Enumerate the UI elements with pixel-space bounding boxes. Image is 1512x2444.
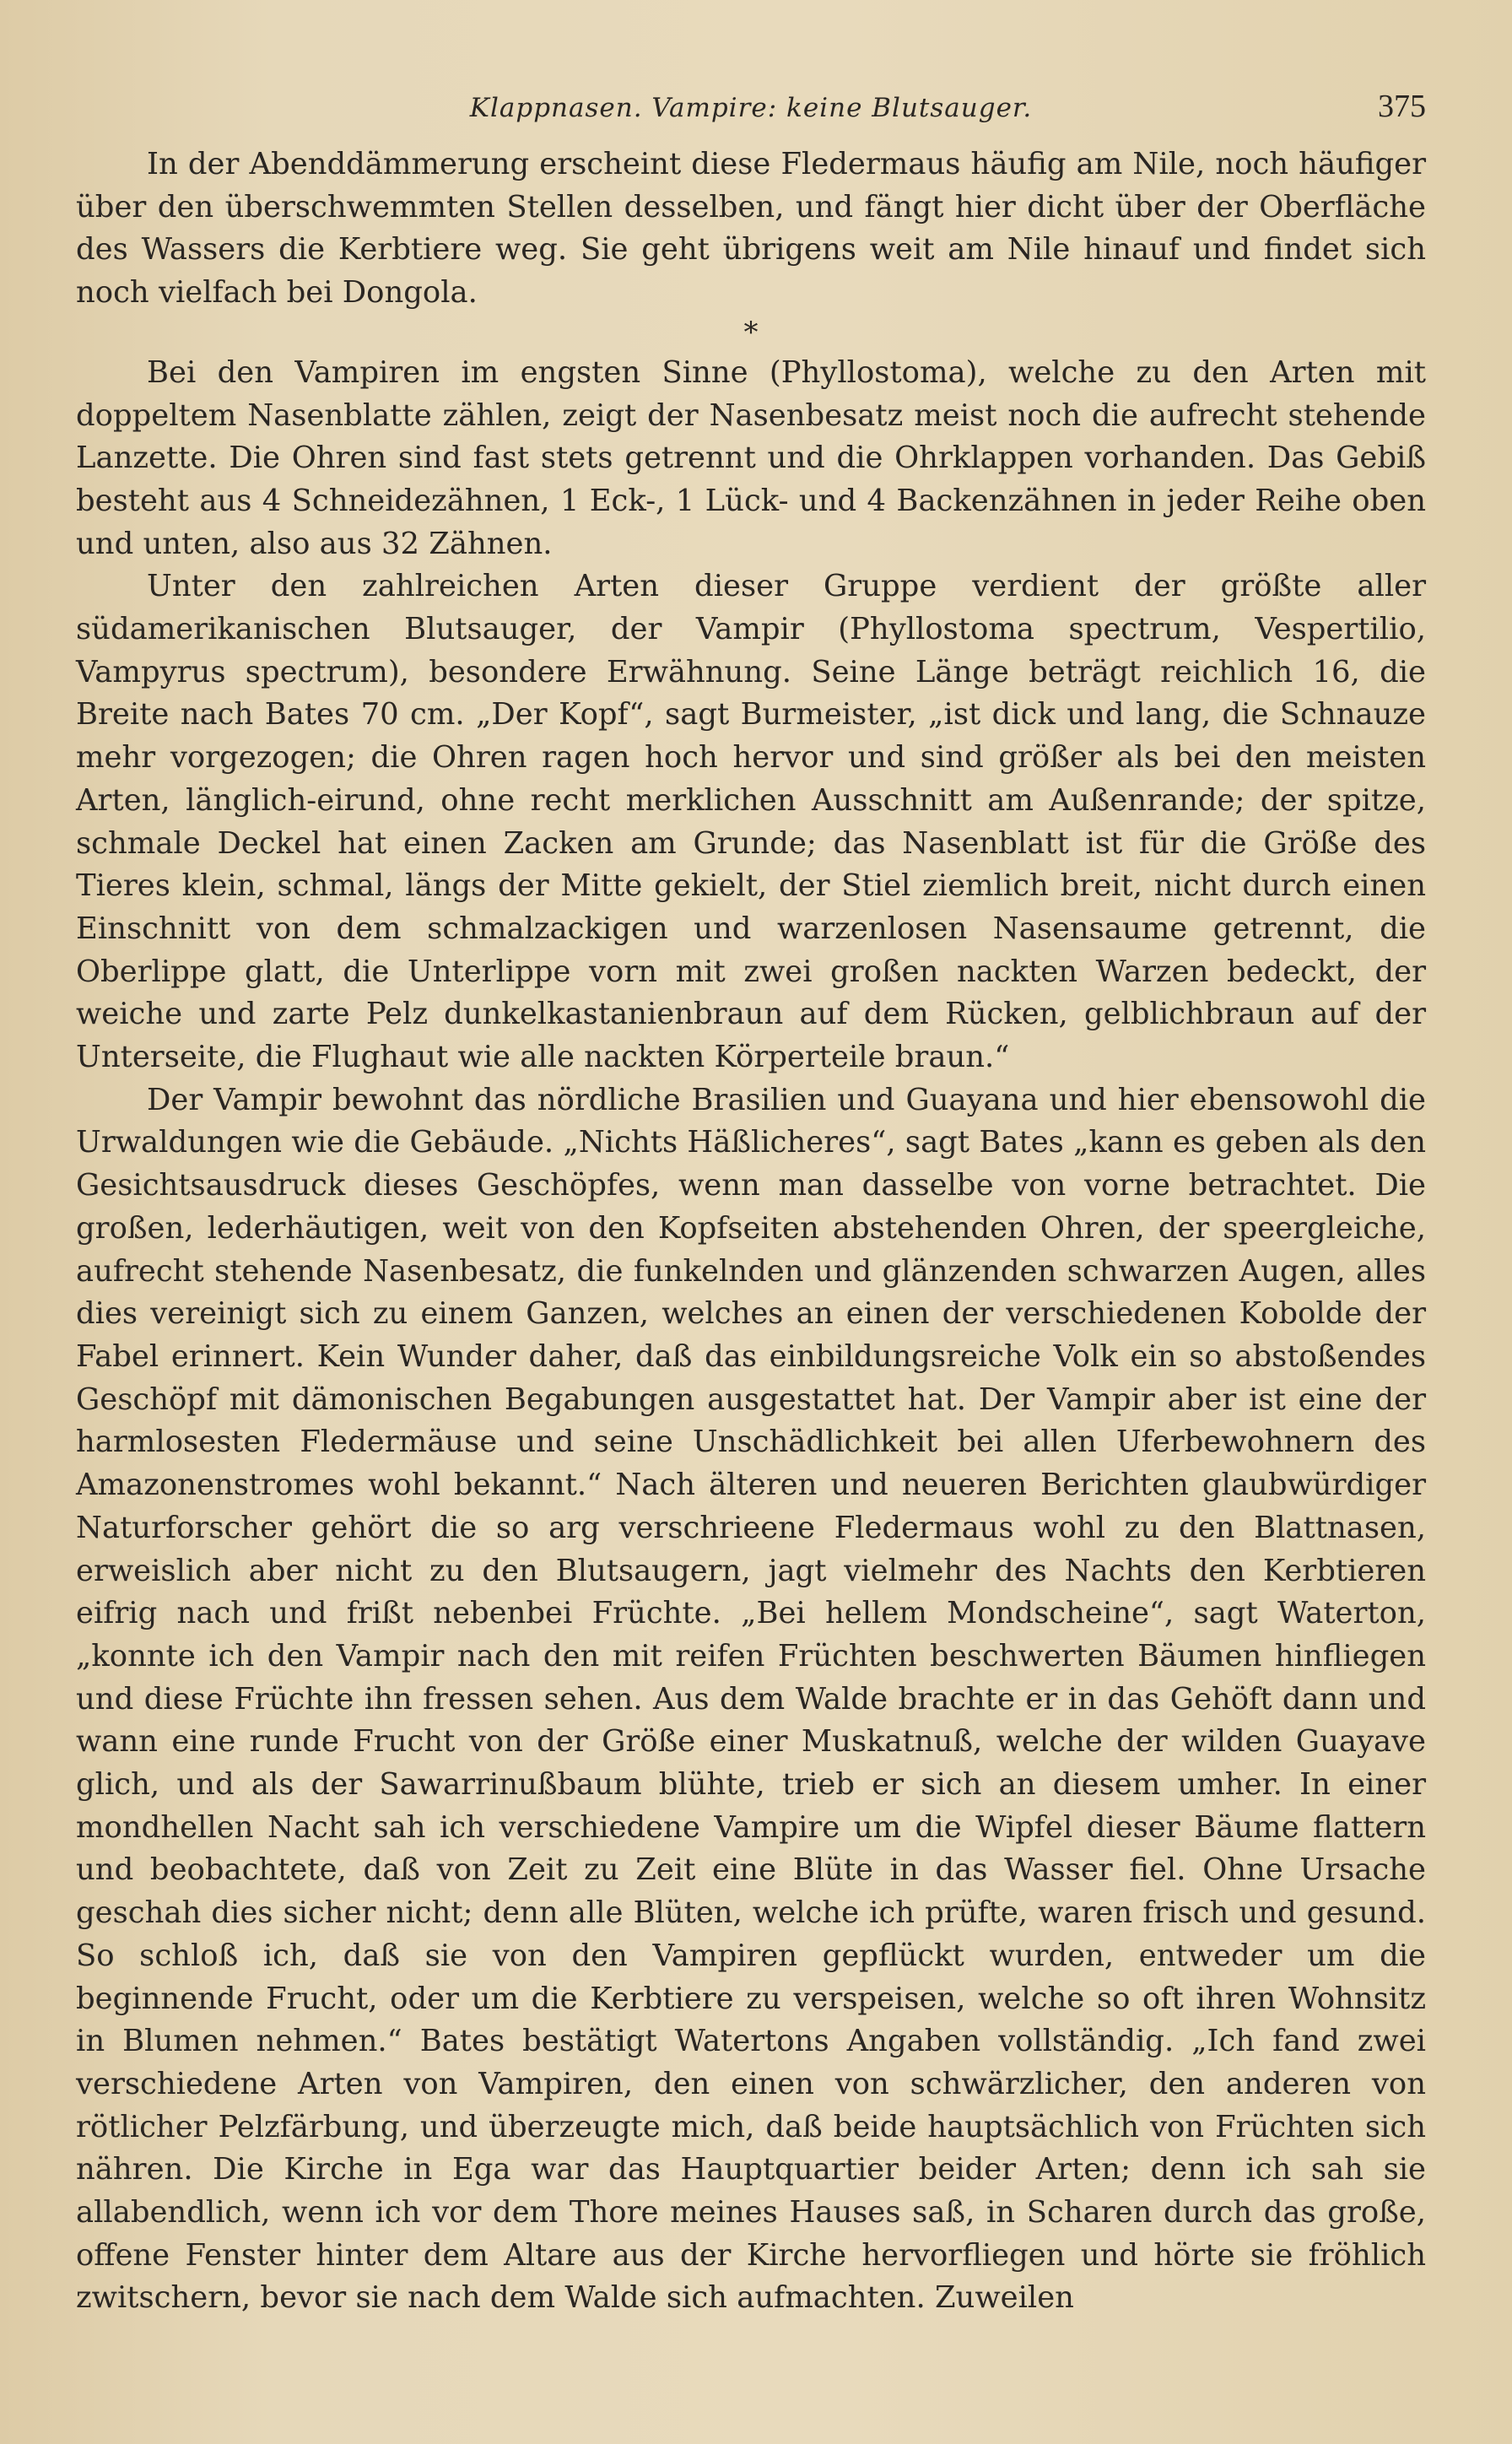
paragraph-vampire-habits: Der Vampir bewohnt das nördliche Brasilien und Guayana und hier ebensowohl die Urwaldungen wie die Gebäude. „Nichts Häßlicheres“, sagt Bates „kann es geben als den Gesichtsausdruck dieses Geschöpfes, wenn man dasselbe von vorne betrachtet. Die großen, lederhäutigen, weit von den Kopfseiten abstehenden Ohren, der speergleiche, aufrecht stehende Nasenbesatz, die funkelnden und glänzenden schwarzen Augen, alles dies vereinigt sich zu einem Ganzen, welches an einen der verschiedenen Kobolde der Fabel erinnert. Kein Wunder daher, daß das einbildungsreiche Volk ein so abstoßendes Geschöpf mit dämonischen Begabungen ausgestattet hat. Der Vampir aber ist eine der harmlosesten Fledermäuse und seine Unschädlichkeit bei allen Uferbewohnern des Amazonenstromes wohl bekannt.“ Nach älteren und neueren Berichten glaubwürdiger Naturforscher gehört die so arg verschrieene Fledermaus wohl zu den Blattnasen, erweislich aber nicht zu den Blutsaugern, jagt vielmehr des Nachts den Kerbtieren eifrig nach und frißt nebenbei Früchte. „Bei hellem Mondscheine“, sagt Waterton, „konnte ich den Vampir nach den mit reifen Früchten beschwerten Bäumen hinfliegen und diese Früchte ihn fressen sehen. Aus dem Walde brachte er in das Gehöft dann und wann eine runde Frucht von der Größe einer Muskatnuß, welche der wilden Guayave glich, und als der Sawarrinußbaum blühte, trieb er sich an diesem umher. In einer mondhellen Nacht sah ich verschiedene Vampire um die Wipfel dieser Bäume flattern und beobachtete, daß von Zeit zu Zeit eine Blüte in das Wasser fiel. Ohne Ursache geschah dies sicher nicht; denn alle Blüten, welche ich prüfte, waren frisch und gesund. So schloß ich, daß sie von den Vampiren gepflückt wurden, entweder um die beginnende Frucht, oder um die Kerbtiere zu verspeisen, welche so oft ihren Wohnsitz in Blumen nehmen.“ Bates bestätigt Watertons Angaben vollständig. „Ich fand zwei verschiedene Arten von Vampiren, den einen von schwärzlicher, den anderen von rötlicher Pelzfärbung, und überzeugte mich, daß beide hauptsächlich von Früchten sich nähren. Die Kirche in Ega war das Hauptquartier beider Arten; denn ich sah sie allabendlich, wenn ich vor dem Thore meines Hauses saß, in Scharen durch das große, offene Fenster hinter dem Altare aus der Kirche hervorfliegen und hörte sie fröhlich zwitschern, bevor sie nach dem Walde sich aufmachten. Zuweilen <box>76 1082 1426 2316</box>
paragraph-vampire-definition: Bei den Vampiren im engsten Sinne (Phyllostoma), welche zu den Arten mit doppeltem Nasenblatte zählen, zeigt der Nasenbesatz meist noch die aufrecht stehende Lanzette. Die Ohren sind fast stets getrennt und die Ohrklappen vorhanden. Das Gebiß besteht aus 4 Schneidezähnen, 1 Eck-, 1 Lück- und 4 Backenzähnen in jeder Reihe oben und unten, also aus 32 Zähnen. <box>76 354 1426 561</box>
paragraph-egyptian-bat: In der Abenddämmerung erscheint diese Fledermaus häufig am Nile, noch häufiger über den überschwemmten Stellen desselben, und fängt hier dicht über der Oberfläche des Wassers die Kerbtiere weg. Sie geht übrigens weit am Nile hinauf und findet sich noch vielfach bei Dongola. <box>76 147 1426 311</box>
running-head-title: Klappnasen. Vampire: keine Blutsauger. <box>469 93 1033 123</box>
running-head <box>76 76 1426 143</box>
page-number: 375 <box>1378 89 1426 124</box>
paragraph-vampire-description: Unter den zahlreichen Arten dieser Gruppe verdient der größte aller südamerikanischen Blutsauger, der Vampir (Phyllostoma spectrum, Vespertilio, Vampyrus spectrum), besondere Erwähnung. Seine Länge beträgt reichlich 16, die Breite nach Bates 70 cm. „Der Kopf“, sagt Burmeister, „ist dick und lang, die Schnauze mehr vorgezogen; die Ohren ragen hoch hervor und sind größer als bei den meisten Arten, länglich-eirund, ohne recht merklichen Ausschnitt am Außenrande; der spitze, schmale Deckel hat einen Zacken am Grunde; das Nasenblatt ist für die Größe des Tieres klein, schmal, längs der Mitte gekielt, der Stiel ziemlich breit, nicht durch einen Einschnitt von dem schmalzackigen und warzenlosen Nasensaume getrennt, die Oberlippe glatt, die Unterlippe vorn mit zwei großen nackten Warzen bedeckt, der weiche und zarte Pelz dunkelkastanienbraun auf dem Rücken, gelblichbraun auf der Unterseite, die Flughaut wie alle nackten Körperteile braun.“ <box>76 569 1426 1075</box>
book-page <box>76 76 1426 2405</box>
body-text <box>76 143 1426 2320</box>
section-separator: * <box>743 315 759 349</box>
